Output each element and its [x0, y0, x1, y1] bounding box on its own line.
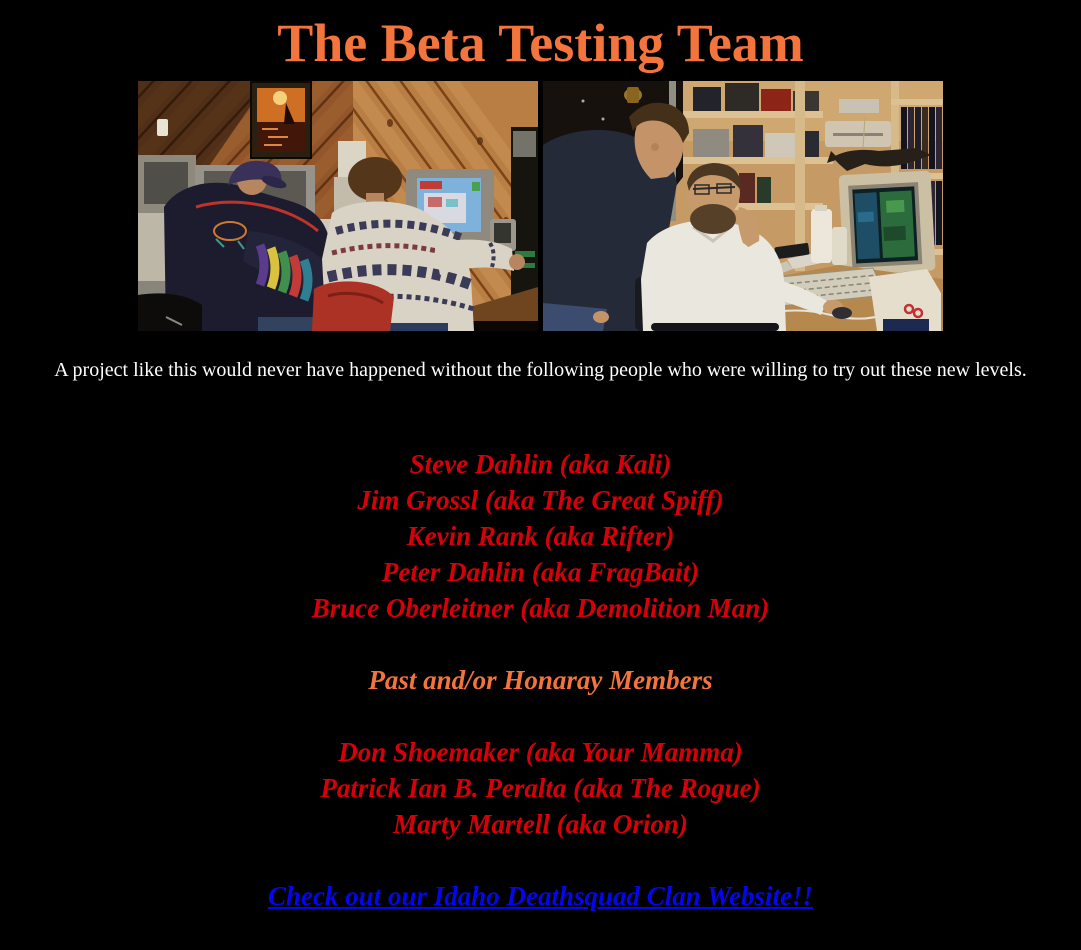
member-name: Peter Dahlin (aka FragBait) [381, 557, 700, 587]
clan-website-link[interactable]: Check out our Idaho Deathsquad Clan Website!! [267, 881, 814, 911]
tissue-box-scissors [869, 269, 941, 331]
past-member-name: Patrick Ian B. Peralta (aka The Rogue) [320, 773, 761, 803]
intro-text: A project like this would never have happened without the following people who were willing to try out these new levels. [54, 359, 1027, 381]
past-member-name: Marty Martell (aka Orion) [393, 809, 688, 839]
past-members-heading: Past and/or Honaray Members [368, 665, 713, 695]
spacer [0, 842, 1081, 878]
spacer [0, 698, 1081, 734]
sunset-sailboat-picture [251, 82, 311, 158]
spacer [0, 626, 1081, 662]
page-title: The Beta Testing Team [277, 13, 804, 73]
member-name: Bruce Oberleitner (aka Demolition Man) [311, 593, 770, 623]
member-name: Steve Dahlin (aka Kali) [409, 449, 672, 479]
roster [0, 446, 1081, 914]
member-name: Jim Grossl (aka The Great Spiff) [357, 485, 724, 515]
photo-computer-desk [543, 81, 943, 331]
mouse [832, 307, 852, 319]
member-name: Kevin Rank (aka Rifter) [406, 521, 675, 551]
past-member-name: Don Shoemaker (aka Your Mamma) [338, 737, 743, 767]
wall-outlet [157, 119, 168, 136]
photo-row [0, 81, 1081, 331]
photo-lan-room [138, 81, 538, 331]
